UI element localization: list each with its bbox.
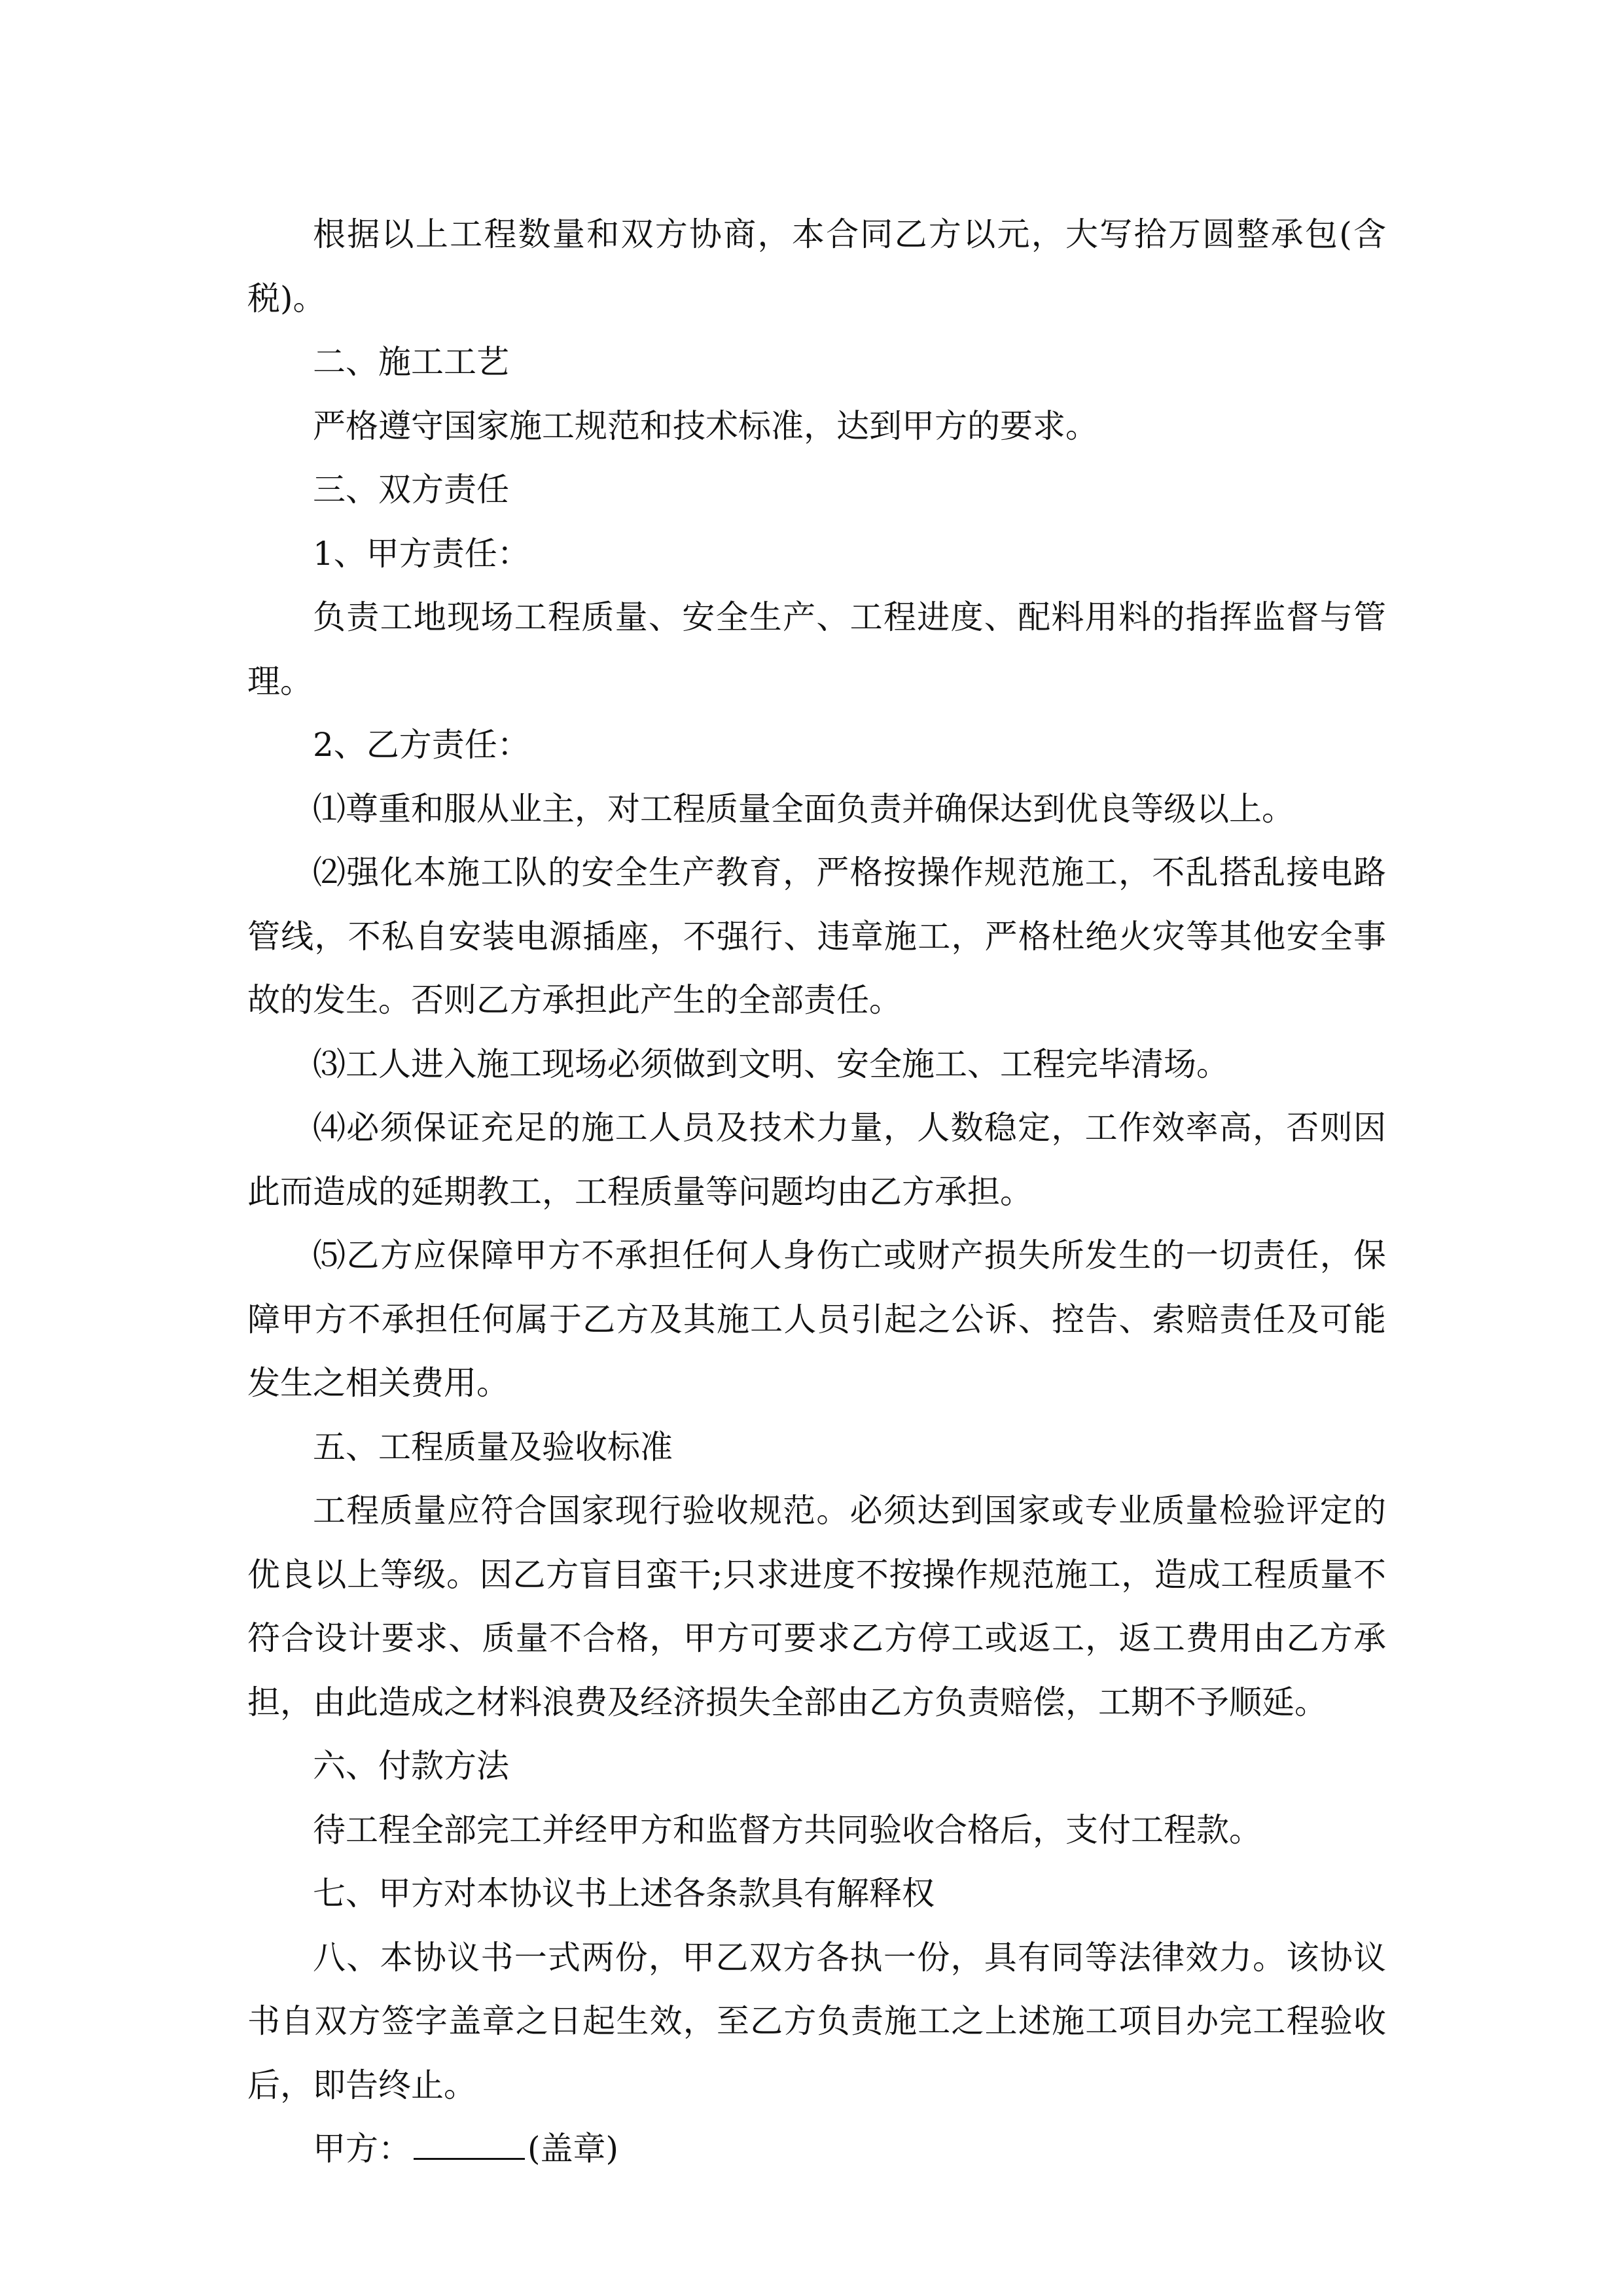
heading-responsibilities: 三、双方责任 [313,471,509,509]
paragraph-item-3: ⑶工人进入施工现场必须做到文明、安全施工、工程完毕清场。 [313,1045,1229,1083]
signature-line [247,2117,1386,2181]
heading-interpretation-right: 七、甲方对本协议书上述各条款具有解释权 [313,1874,935,1912]
paragraph-validity: 八、本协议书一式两份，甲乙双方各执一份，具有同等法律效力。该协议书自双方签字盖章之日起生效，至乙方负责施工之上述施工项目办完工程验收后，即告终止。 [247,1938,1386,2104]
heading-construction-process: 二、施工工艺 [313,343,509,381]
paragraph-item-1: ⑴尊重和服从业主，对工程质量全面负责并确保达到优良等级以上。 [313,789,1294,828]
paragraph-item-5: ⑸乙方应保障甲方不承担任何人身伤亡或财产损失所发生的一切责任，保障甲方不承担任何属于乙方及其施工人员引起之公诉、控告、索赔责任及可能发生之相关费用。 [247,1236,1386,1402]
document-body [247,203,1386,2181]
heading-payment-method: 六、付款方法 [313,1747,509,1785]
signature-suffix: (盖章) [527,2130,619,2168]
heading-party-a-responsibility: 1、甲方责任： [313,534,530,573]
signature-blank [414,2129,525,2160]
paragraph-item-4: ⑷必须保证充足的施工人员及技术力量，人数稳定，工作效率高，否则因此而造成的延期教工，工程质量等问题均由乙方承担。 [247,1109,1386,1211]
heading-quality-standard: 五、工程质量及验收标准 [313,1427,673,1466]
paragraph-item-2: ⑵强化本施工队的安全生产教育，严格按操作规范施工，不乱搭乱接电路管线，不私自安装电源插座，不强行、违章施工，严格杜绝火灾等其他安全事故的发生。否则乙方承担此产生的全部责任。 [247,853,1386,1019]
paragraph-party-a-responsibility: 负责工地现场工程质量、安全生产、工程进度、配料用料的指挥监督与管理。 [247,598,1386,700]
signature-label: 甲方： [313,2130,411,2168]
paragraph-process: 严格遵守国家施工规范和技术标准，达到甲方的要求。 [313,406,1098,445]
heading-party-b-responsibility: 2、乙方责任： [313,726,530,764]
paragraph-quality-standard: 工程质量应符合国家现行验收规范。必须达到国家或专业质量检验评定的优良以上等级。因乙方盲目蛮干;只求进度不按操作规范施工，造成工程质量不符合设计要求、质量不合格，甲方可要求乙方停工或返工，返工费用由乙方承担，由此造成之材料浪费及经济损失全部由乙方负责赔偿，工期不予顺延。 [247,1492,1386,1721]
paragraph-payment-method: 待工程全部完工并经甲方和监督方共同验收合格后，支付工程款。 [313,1810,1262,1849]
paragraph-price: 根据以上工程数量和双方协商，本合同乙方以元，大写拾万圆整承包(含税)。 [247,215,1386,317]
